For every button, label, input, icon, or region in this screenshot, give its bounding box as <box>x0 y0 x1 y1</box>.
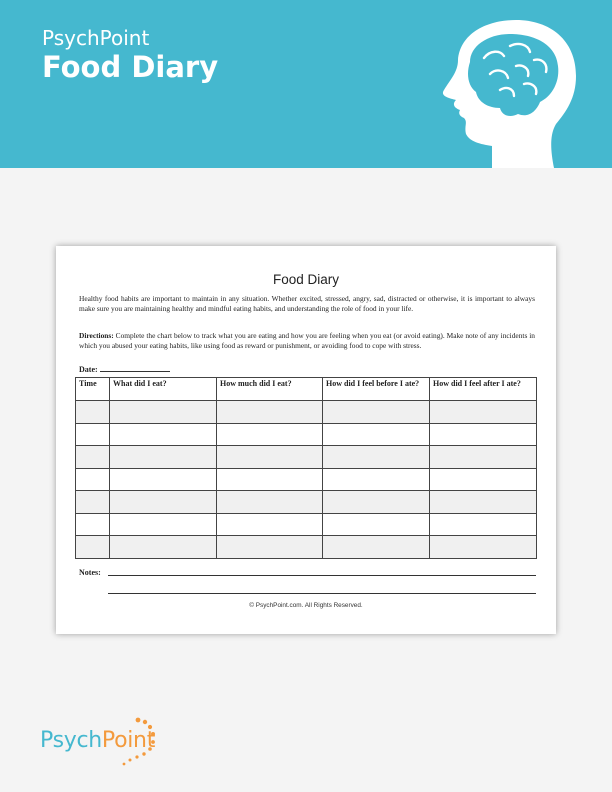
table-cell[interactable] <box>217 446 323 469</box>
header-what-eat: What did I eat? <box>110 378 217 401</box>
table-cell[interactable] <box>323 513 430 536</box>
table-cell[interactable] <box>323 423 430 446</box>
notes-line[interactable] <box>108 575 536 576</box>
table-cell[interactable] <box>323 401 430 424</box>
table-row <box>76 446 537 469</box>
directions-paragraph <box>79 331 535 350</box>
table-cell[interactable] <box>323 536 430 559</box>
table-cell[interactable] <box>323 446 430 469</box>
table-cell[interactable] <box>76 401 110 424</box>
table-cell[interactable] <box>430 468 537 491</box>
page-title: Food Diary <box>42 50 219 84</box>
table-cell[interactable] <box>110 536 217 559</box>
food-diary-table <box>75 377 537 559</box>
table-header-row <box>76 378 537 401</box>
logo-psych: Psych <box>40 728 102 753</box>
table-cell[interactable] <box>76 513 110 536</box>
header-feel-before: How did I feel before I ate? <box>323 378 430 401</box>
table-cell[interactable] <box>217 491 323 514</box>
table-cell[interactable] <box>110 401 217 424</box>
table-cell[interactable] <box>110 468 217 491</box>
human-head-with-brain-icon <box>430 20 590 168</box>
table-cell[interactable] <box>76 491 110 514</box>
table-cell[interactable] <box>323 491 430 514</box>
header-time: Time <box>76 378 110 401</box>
table-cell[interactable] <box>110 446 217 469</box>
table-cell[interactable] <box>76 446 110 469</box>
psychpoint-logo <box>40 716 170 770</box>
header-how-much: How much did I eat? <box>217 378 323 401</box>
table-cell[interactable] <box>323 468 430 491</box>
table-row <box>76 513 537 536</box>
logo-point: Point <box>101 728 156 753</box>
table-cell[interactable] <box>110 491 217 514</box>
intro-paragraph: Healthy food habits are important to maintain in any situation. Whether excited, stressed, angry, sad, distracted or otherwise, it is important to always make sure you are maintaining healthy and mindful eating habits, and understanding the role of food in your life. <box>79 294 535 313</box>
date-field <box>79 363 170 374</box>
table-cell[interactable] <box>217 513 323 536</box>
logo-wordmark <box>40 728 155 753</box>
table-cell[interactable] <box>217 401 323 424</box>
header-feel-after: How did I feel after I ate? <box>430 378 537 401</box>
table-row <box>76 536 537 559</box>
table-cell[interactable] <box>430 536 537 559</box>
notes-line[interactable] <box>108 593 536 594</box>
table-cell[interactable] <box>110 513 217 536</box>
worksheet-page <box>56 246 556 634</box>
worksheet-title: Food Diary <box>272 272 340 287</box>
table-cell[interactable] <box>217 423 323 446</box>
directions-label: Directions: <box>79 331 114 340</box>
header-banner <box>0 0 612 168</box>
date-label: Date: <box>79 365 98 374</box>
table-cell[interactable] <box>217 468 323 491</box>
table-cell[interactable] <box>430 401 537 424</box>
table-cell[interactable] <box>430 513 537 536</box>
notes-label: Notes: <box>79 568 101 577</box>
table-cell[interactable] <box>430 491 537 514</box>
table-cell[interactable] <box>76 423 110 446</box>
date-line[interactable] <box>100 363 170 372</box>
table-cell[interactable] <box>110 423 217 446</box>
table-cell[interactable] <box>76 536 110 559</box>
table-cell[interactable] <box>76 468 110 491</box>
table-row <box>76 401 537 424</box>
table-cell[interactable] <box>430 446 537 469</box>
copyright-text: © PsychPoint.com. All Rights Reserved. <box>249 602 363 609</box>
directions-text: Complete the chart below to track what you are eating and how you are feeling when you eat (or avoid eating). Make note of any incidents in which you abused your eating habits, like using food as reward or punishment, or avoiding food to cope with stress. <box>79 331 535 350</box>
table-row <box>76 468 537 491</box>
table-row <box>76 423 537 446</box>
table-body <box>76 401 537 559</box>
table-cell[interactable] <box>217 536 323 559</box>
table-row <box>76 491 537 514</box>
table-cell[interactable] <box>430 423 537 446</box>
brand-name: PsychPoint <box>42 26 150 50</box>
